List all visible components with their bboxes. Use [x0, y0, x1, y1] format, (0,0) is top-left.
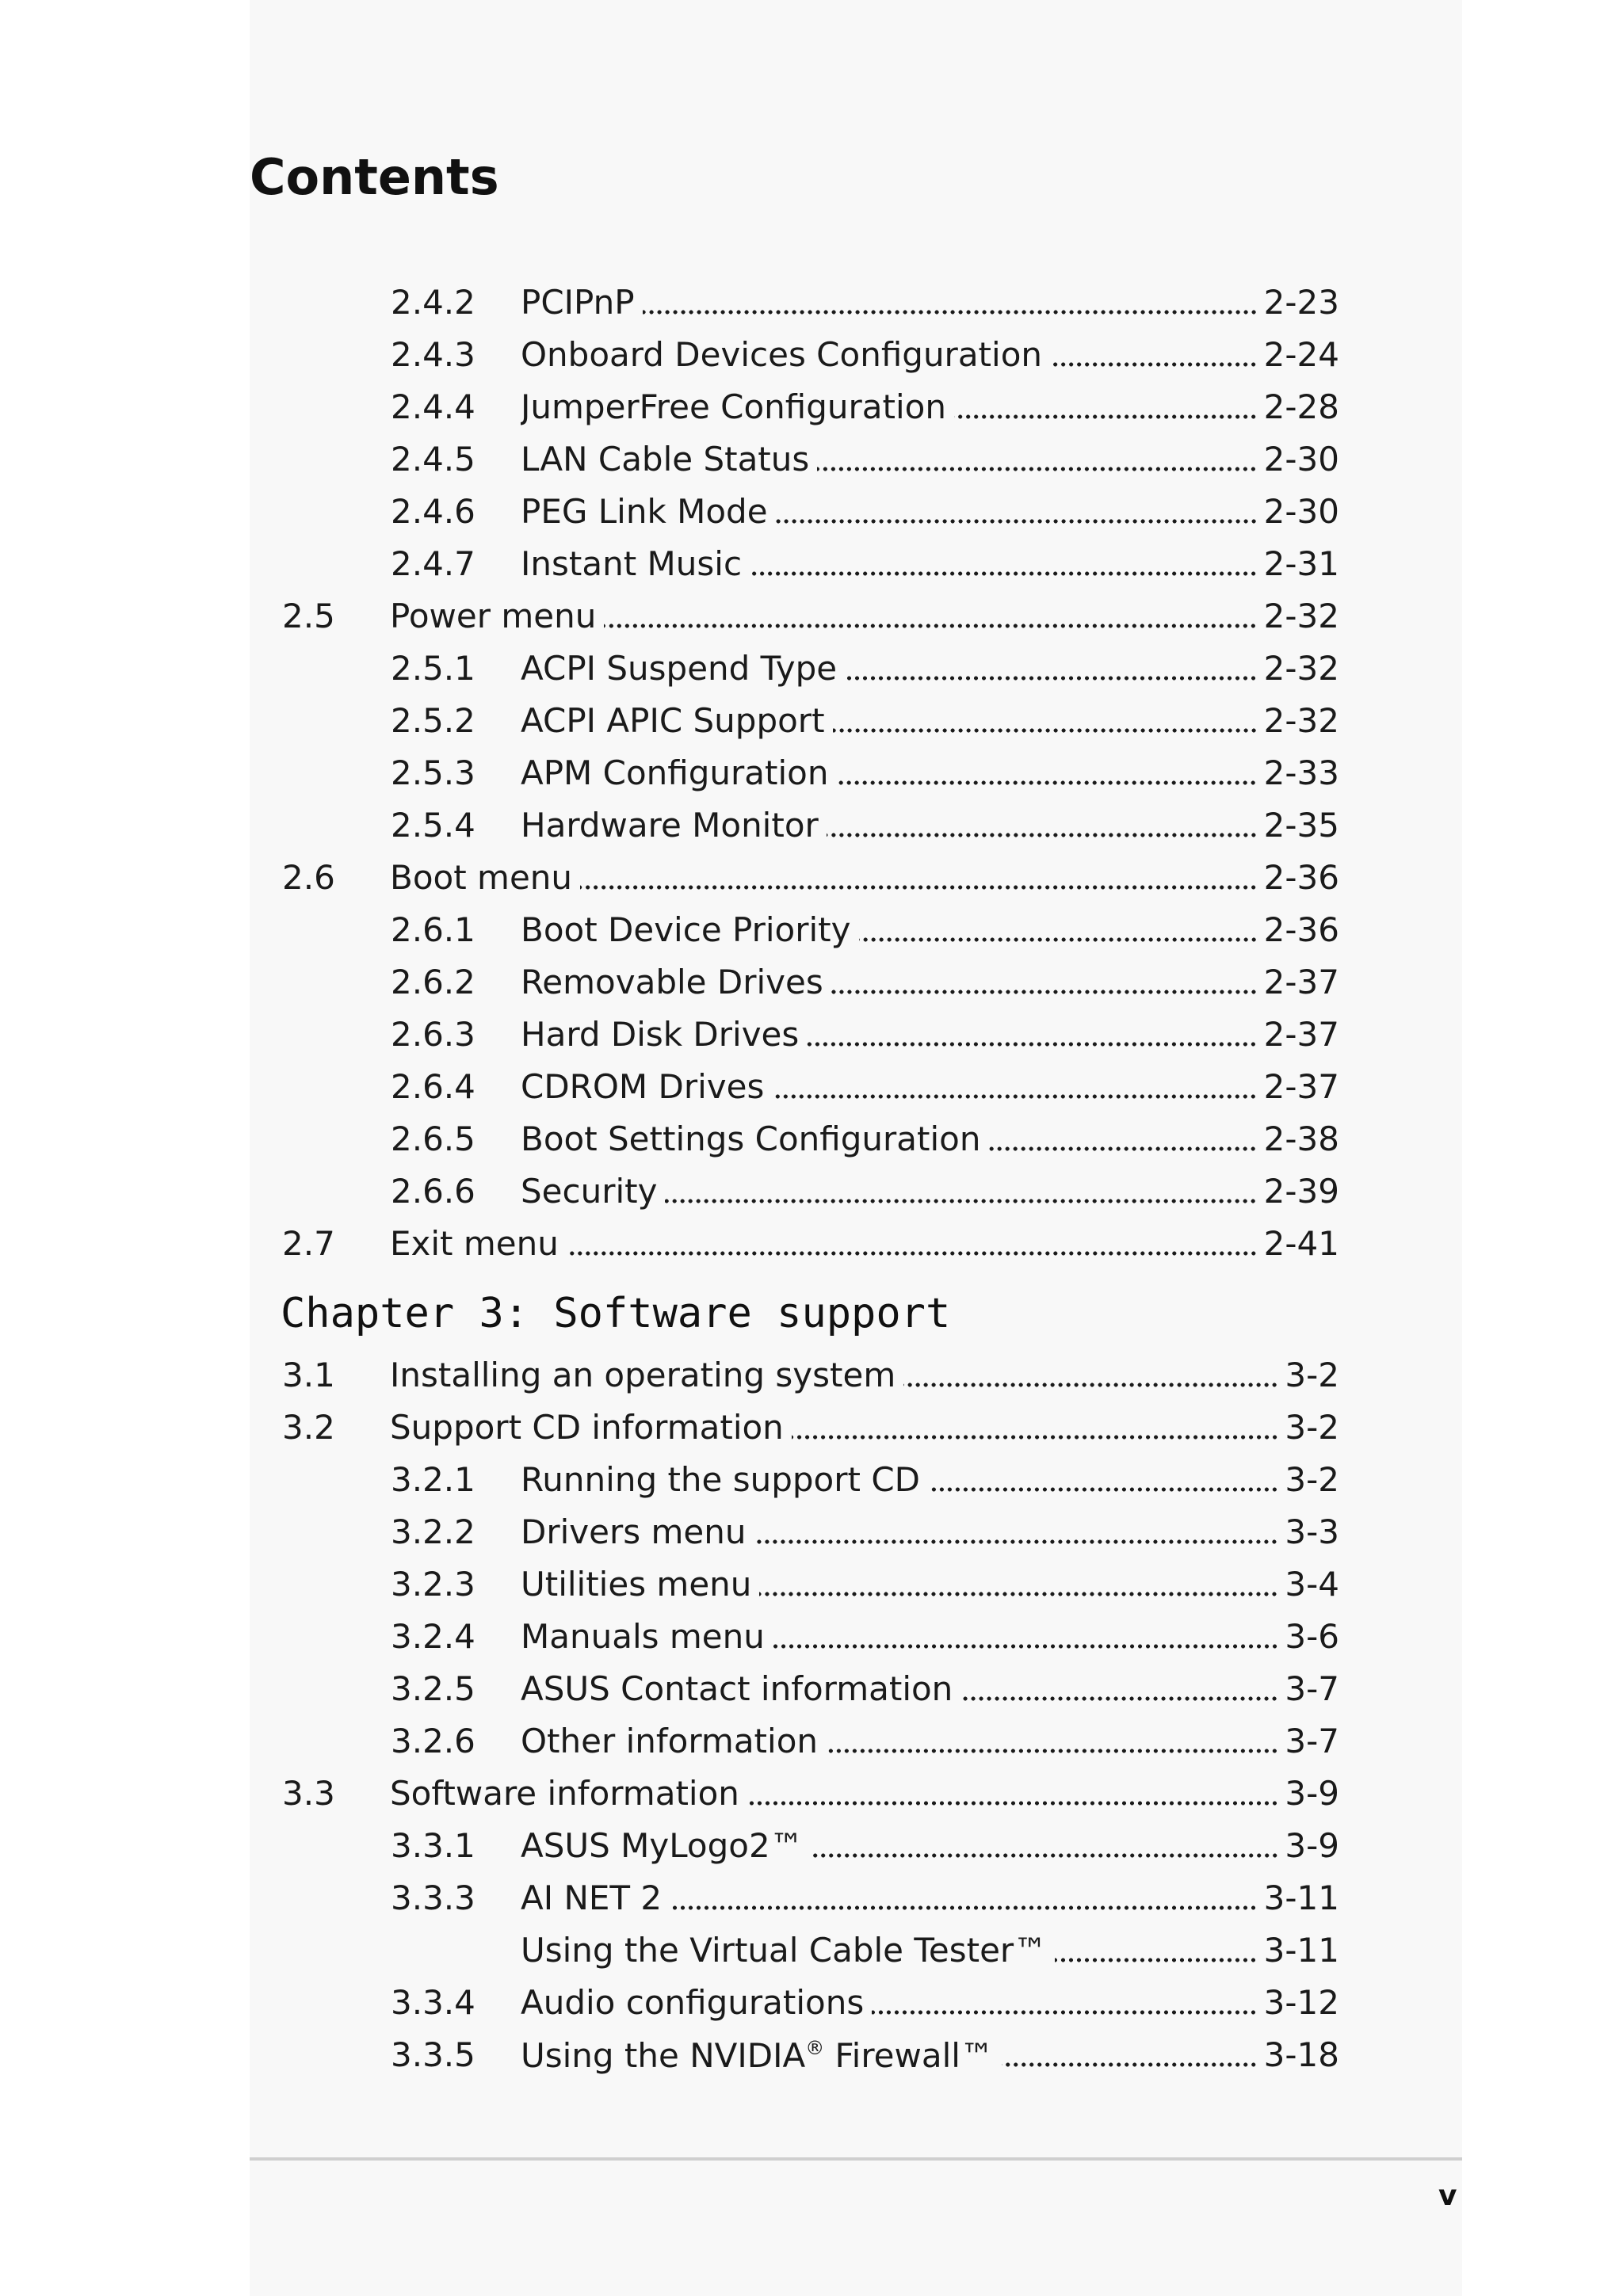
dot-leader: [960, 1693, 1278, 1704]
dot-leader: [1002, 2059, 1258, 2070]
toc-entry[interactable]: [0, 695, 1623, 747]
toc-entry-title: [521, 1878, 670, 1917]
toc-entry-title: [390, 597, 604, 635]
toc-entry-title: [521, 335, 1050, 374]
dot-leader: [750, 568, 1258, 579]
dot-leader: [954, 411, 1258, 422]
toc-entry-label-row: [521, 381, 1339, 433]
toc-entry-page: 2-37: [1263, 963, 1339, 1001]
toc-entry[interactable]: [0, 904, 1623, 956]
toc-entry-page: 2-32: [1263, 649, 1339, 688]
toc-entry-page: 2-31: [1263, 544, 1339, 583]
dot-leader: [567, 1248, 1258, 1259]
toc-entry[interactable]: [0, 1402, 1623, 1454]
toc-entry[interactable]: [0, 1165, 1623, 1218]
toc-entry-label-row: [521, 643, 1339, 695]
toc-entry-label-row: [521, 1611, 1339, 1663]
toc-entry-title: [521, 1565, 759, 1604]
toc-entry-title: [521, 492, 776, 531]
toc-entry[interactable]: [0, 1454, 1623, 1506]
toc-entry-page: 3-4: [1285, 1565, 1339, 1604]
dot-leader: [928, 1484, 1278, 1495]
toc-entry-title: [390, 1774, 747, 1813]
dot-leader: [776, 516, 1258, 527]
toc-entry-title-text: Onboard Devices Configuration: [521, 335, 1043, 374]
toc-entry-title: [521, 1983, 872, 2022]
toc-entry-label-row: [521, 747, 1339, 799]
toc-entry[interactable]: [0, 852, 1623, 904]
toc-entry[interactable]: [0, 433, 1623, 486]
toc-entry-page: 3-9: [1285, 1826, 1339, 1865]
toc-entry-title: [521, 1722, 826, 1760]
toc-entry-title-text: ACPI APIC Support: [521, 701, 825, 740]
toc-entry-title-text: AI NET 2: [521, 1878, 663, 1917]
toc-entry-title: [521, 1460, 928, 1499]
toc-entry-title-text: ASUS Contact information: [521, 1669, 953, 1708]
toc-entry-title: [521, 963, 831, 1001]
toc-entry-title-text: Security: [521, 1172, 658, 1211]
toc-entry-page: 2-23: [1263, 283, 1339, 322]
toc-entry[interactable]: [0, 1218, 1623, 1270]
toc-entry-number: 2.7: [282, 1224, 335, 1263]
toc-entry-label-row: [521, 1977, 1339, 2029]
toc-entry-title-text: Hard Disk Drives: [521, 1015, 800, 1054]
toc-entry[interactable]: [0, 1349, 1623, 1402]
toc-entry-page: 2-38: [1263, 1119, 1339, 1158]
toc-entry-title-text: Installing an operating system: [390, 1356, 896, 1394]
toc-entry-number: 2.4.5: [391, 440, 475, 479]
toc-entry-title: [521, 701, 833, 740]
toc-entry-title: [521, 649, 845, 688]
dot-leader: [845, 673, 1258, 684]
toc-entry-title: [521, 1669, 960, 1708]
toc-entry[interactable]: [0, 1872, 1623, 1924]
toc-entry-title-text: ACPI Suspend Type: [521, 649, 838, 688]
dot-leader: [836, 777, 1257, 788]
toc-entry-title-text: Instant Music: [521, 544, 743, 583]
toc-entry-number: 2.6.4: [391, 1067, 475, 1106]
toc-entry-title-text: Running the support CD: [521, 1460, 920, 1499]
toc-entry-page: 2-41: [1263, 1224, 1339, 1263]
toc-entry-number: 3.2.3: [391, 1565, 475, 1604]
toc-entry-label-row: [390, 590, 1339, 643]
toc-entry-title: [521, 2035, 1002, 2075]
toc-entry-label-row: [521, 329, 1339, 381]
toc-entry-title: [521, 387, 954, 426]
toc-entry-label-row: [521, 1663, 1339, 1715]
toc-entry-label-row: [521, 1558, 1339, 1611]
toc-entry-label-row: [521, 1454, 1339, 1506]
toc-entry-page: 2-24: [1263, 335, 1339, 374]
toc-entry-number: 2.4.3: [391, 335, 475, 374]
toc-entry-number: 2.6.3: [391, 1015, 475, 1054]
toc-entry-label-row: [521, 1061, 1339, 1113]
toc-entry-label-row: [521, 433, 1339, 486]
registered-mark: ®: [805, 2036, 825, 2059]
toc-entry-label-row: [521, 1165, 1339, 1218]
dot-leader: [643, 307, 1258, 318]
toc-entry-number: 2.6.2: [391, 963, 475, 1001]
dot-leader: [988, 1143, 1257, 1154]
toc-entry-title: [390, 1408, 792, 1447]
toc-entry-title: [521, 544, 750, 583]
toc-entry-label-row: [521, 956, 1339, 1009]
toc-entry-title-text: Using the Virtual Cable Tester™: [521, 1931, 1048, 1970]
dot-leader: [759, 1589, 1278, 1600]
toc-entry-label-row: [521, 1872, 1339, 1924]
dot-leader: [826, 1745, 1278, 1756]
toc-entry-number: 3.2.6: [391, 1722, 475, 1760]
toc-entry-page: 3-12: [1263, 1983, 1339, 2022]
toc-entry-title: [521, 1172, 665, 1211]
toc-entry-page: 2-36: [1263, 858, 1339, 897]
toc-entry[interactable]: [0, 1924, 1623, 1977]
dot-leader: [1055, 1955, 1257, 1966]
toc-entry-title: [521, 910, 859, 949]
toc-entry-title: [390, 1356, 903, 1394]
dot-leader: [903, 1379, 1278, 1390]
toc-entry-number: 2.5: [282, 597, 335, 635]
toc-entry-page: 3-11: [1263, 1931, 1339, 1970]
toc-entry-title-text: Power menu: [390, 597, 597, 635]
toc-entry[interactable]: [0, 590, 1623, 643]
toc-entry-title-text: PCIPnP: [521, 283, 635, 322]
toc-entry-title-text: CDROM Drives: [521, 1067, 765, 1106]
dot-leader: [872, 2007, 1257, 2018]
toc-entry-title-text: Other information: [521, 1722, 819, 1760]
toc-entry-title-text: Boot menu: [390, 858, 573, 897]
toc-entry-title-text: Support CD information: [390, 1408, 784, 1447]
toc-entry-label-row: [521, 538, 1339, 590]
toc-entry-number: 2.6.6: [391, 1172, 475, 1211]
toc-entry-title: [521, 283, 643, 322]
toc-entry-title-text: Boot Settings Configuration: [521, 1119, 981, 1158]
toc-entry[interactable]: [0, 1558, 1623, 1611]
toc-entry[interactable]: [0, 538, 1623, 590]
page-title: Contents: [250, 148, 499, 206]
toc-entry-number: 2.5.3: [391, 753, 475, 792]
toc-entry-number: 2.5.4: [391, 806, 475, 845]
toc-entry-title: [521, 1512, 754, 1551]
toc-entry-title: [521, 1119, 988, 1158]
toc-entry-title-text: JumperFree Configuration: [521, 387, 946, 426]
toc-entry[interactable]: [0, 1009, 1623, 1061]
toc-entry-title-text: Boot Device Priority: [521, 910, 851, 949]
toc-entry-page: 3-2: [1285, 1408, 1339, 1447]
toc-entry-label-row: [390, 1349, 1339, 1402]
dot-leader: [1050, 359, 1258, 370]
dot-leader: [792, 1432, 1279, 1443]
toc-entry-page: 2-35: [1263, 806, 1339, 845]
toc-entry-page: 3-18: [1263, 2035, 1339, 2074]
toc-entry-page: 2-37: [1263, 1015, 1339, 1054]
toc-entry-number: 2.6: [282, 858, 335, 897]
toc-entry-title: [521, 753, 836, 792]
dot-leader: [827, 830, 1258, 841]
toc-entry-title-text: Using the NVIDIA: [521, 2035, 806, 2075]
toc-entry-title-text: APM Configuration: [521, 753, 829, 792]
toc-entry-title-text: Utilities menu: [521, 1565, 752, 1604]
chapter-3-heading: Chapter 3: Software support: [281, 1290, 951, 1337]
toc-entry-page: 3-3: [1285, 1512, 1339, 1551]
toc-entry-title-text: Audio configurations: [521, 1983, 865, 2022]
toc-entry-number: 3.2.2: [391, 1512, 475, 1551]
toc-entry-number: 3.3: [282, 1774, 335, 1813]
toc-entry-title: [390, 858, 580, 897]
toc-entry-number: 3.1: [282, 1356, 335, 1394]
page-number: v: [1438, 2180, 1457, 2212]
dot-leader: [604, 620, 1257, 631]
toc-entry-title-text: ASUS MyLogo2™: [521, 1826, 804, 1865]
toc-entry-label-row: [521, 2029, 1339, 2081]
dot-leader: [773, 1641, 1279, 1652]
toc-entry-label-row: [521, 1506, 1339, 1558]
toc-entry-number: 2.5.1: [391, 649, 475, 688]
toc-entry-number: 3.3.4: [391, 1983, 475, 2022]
toc-entry-label-row: [521, 1715, 1339, 1768]
toc-entry-label-row: [390, 1768, 1339, 1820]
toc-entry[interactable]: [0, 329, 1623, 381]
toc-entry-title-text: Drivers menu: [521, 1512, 747, 1551]
toc-entry-label-row: [390, 1218, 1339, 1270]
toc-entry-title: [521, 1617, 773, 1656]
dot-leader: [670, 1902, 1258, 1913]
toc-entry-page: 2-32: [1263, 701, 1339, 740]
toc-entry-label-row: [390, 852, 1339, 904]
toc-entry-number: 3.3.5: [391, 2035, 475, 2074]
toc-entry[interactable]: [0, 1768, 1623, 1820]
toc-entry-label-row: [390, 1402, 1339, 1454]
toc-entry-page: 3-6: [1285, 1617, 1339, 1656]
toc-entry-page: 3-7: [1285, 1722, 1339, 1760]
toc-entry-number: 2.4.4: [391, 387, 475, 426]
toc-entry-title-text: Hardware Monitor: [521, 806, 819, 845]
toc-entry-page: 2-36: [1263, 910, 1339, 949]
toc-entry[interactable]: [0, 277, 1623, 329]
toc-entry-number: 2.6.5: [391, 1119, 475, 1158]
toc-entry[interactable]: [0, 486, 1623, 538]
toc-entry-number: 2.4.6: [391, 492, 475, 531]
dot-leader: [807, 1039, 1257, 1050]
toc-entry[interactable]: [0, 381, 1623, 433]
toc-entry-label-row: [521, 1820, 1339, 1872]
dot-leader: [754, 1536, 1278, 1547]
toc-entry[interactable]: [0, 1663, 1623, 1715]
toc-entry-title-text: PEG Link Mode: [521, 492, 768, 531]
toc-entry-page: 2-30: [1263, 440, 1339, 479]
toc-entry[interactable]: [0, 1820, 1623, 1872]
footer-divider: [250, 2157, 1462, 2161]
toc-entry[interactable]: [0, 1506, 1623, 1558]
toc-entry[interactable]: [0, 747, 1623, 799]
toc-entry-number: 2.5.2: [391, 701, 475, 740]
toc-entry[interactable]: [0, 799, 1623, 852]
toc-entry-title: [521, 1067, 772, 1106]
toc-entry-title-text: Exit menu: [390, 1224, 559, 1263]
toc-entry-label-row: [521, 1009, 1339, 1061]
toc-entry-title-text: LAN Cable Status: [521, 440, 810, 479]
dot-leader: [831, 986, 1258, 997]
toc-entry-number: 3.2.5: [391, 1669, 475, 1708]
toc-entry-page: 2-32: [1263, 597, 1339, 635]
toc-entry[interactable]: [0, 956, 1623, 1009]
toc-entry-label-row: [521, 799, 1339, 852]
toc-entry-title-text: Software information: [390, 1774, 739, 1813]
dot-leader: [665, 1196, 1257, 1207]
dot-leader: [859, 934, 1258, 945]
toc-entry[interactable]: [0, 1061, 1623, 1113]
toc-entry-page: 2-30: [1263, 492, 1339, 531]
toc-entry-page: 2-39: [1263, 1172, 1339, 1211]
dot-leader: [747, 1798, 1278, 1809]
toc-entry-page: 3-9: [1285, 1774, 1339, 1813]
toc-entry[interactable]: [0, 1715, 1623, 1768]
toc-entry-title: [521, 1015, 807, 1054]
toc-entry-label-row: [521, 1113, 1339, 1165]
toc-entry-number: 3.3.1: [391, 1826, 475, 1865]
toc-entry[interactable]: [0, 1113, 1623, 1165]
toc-entry[interactable]: [0, 1611, 1623, 1663]
dot-leader: [833, 725, 1258, 736]
toc-entry-title: [521, 1826, 812, 1865]
dot-leader: [812, 1850, 1279, 1861]
toc-entry-number: 2.4.2: [391, 283, 475, 322]
toc-entry[interactable]: [0, 2029, 1623, 2081]
toc-entry-number: 3.2.1: [391, 1460, 475, 1499]
toc-entry-number: 3.2: [282, 1408, 335, 1447]
toc-entry-page: 2-37: [1263, 1067, 1339, 1106]
toc-entry-title-text: Manuals menu: [521, 1617, 765, 1656]
toc-entry-label-row: [521, 486, 1339, 538]
toc-entry-number: 3.2.4: [391, 1617, 475, 1656]
dot-leader: [817, 463, 1257, 475]
toc-entry-page: 2-33: [1263, 753, 1339, 792]
toc-entry-page: 3-11: [1263, 1878, 1339, 1917]
toc-entry-title: [521, 1931, 1055, 1970]
toc-entry-number: 2.6.1: [391, 910, 475, 949]
toc-entry-page: 3-2: [1285, 1460, 1339, 1499]
toc-entry-number: 3.3.3: [391, 1878, 475, 1917]
dot-leader: [580, 882, 1258, 893]
toc-entry-page: 3-2: [1285, 1356, 1339, 1394]
toc-entry[interactable]: [0, 643, 1623, 695]
toc-entry-title: [390, 1224, 567, 1263]
toc-entry-title: [521, 440, 817, 479]
dot-leader: [772, 1091, 1257, 1102]
toc-entry-label-row: [521, 904, 1339, 956]
toc-entry-page: 3-7: [1285, 1669, 1339, 1708]
toc-entry-number: 2.4.7: [391, 544, 475, 583]
toc-entry-label-row: [521, 1924, 1339, 1977]
toc-entry-page: 2-28: [1263, 387, 1339, 426]
toc-entry-title-tail: Firewall™: [824, 2035, 994, 2075]
toc-entry-title: [521, 806, 827, 845]
toc-entry-label-row: [521, 277, 1339, 329]
toc-entry-title-text: Removable Drives: [521, 963, 823, 1001]
toc-entry-label-row: [521, 695, 1339, 747]
toc-entry[interactable]: [0, 1977, 1623, 2029]
